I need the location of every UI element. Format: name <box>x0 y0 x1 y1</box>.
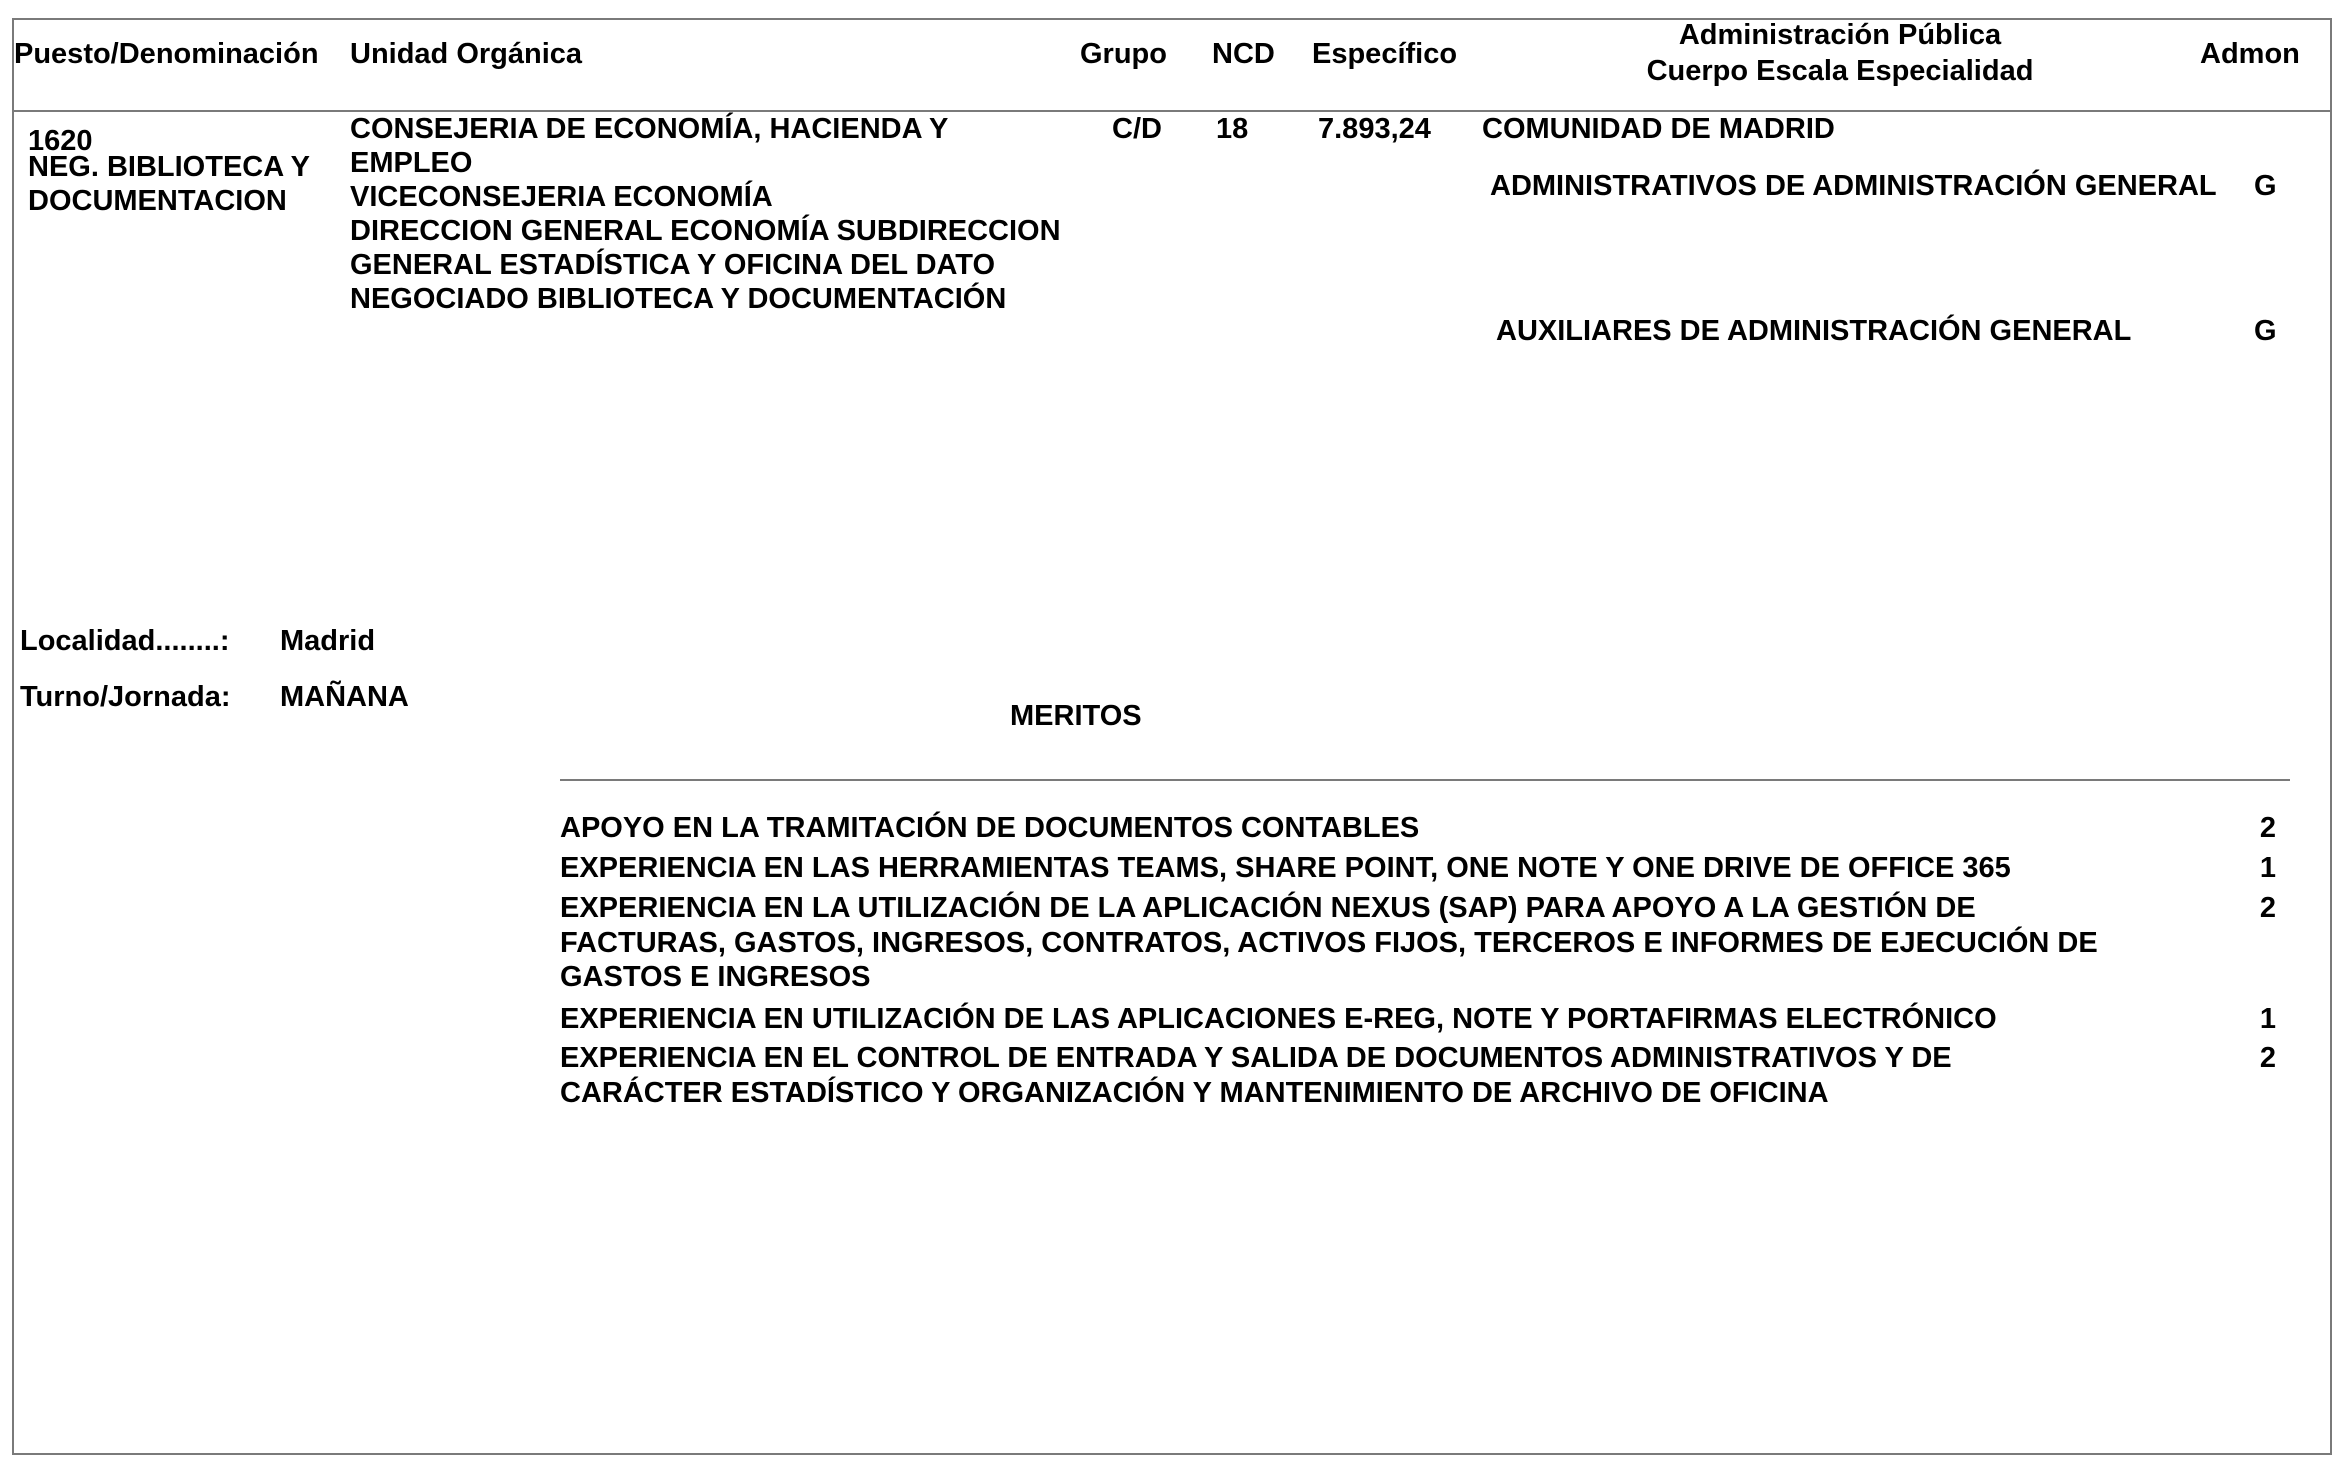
turno-label: Turno/Jornada: <box>20 681 231 713</box>
header-puesto: Puesto/Denominación <box>14 38 319 70</box>
merito-text: APOYO EN LA TRAMITACIÓN DE DOCUMENTOS CONTABLES <box>560 812 1420 844</box>
merito-text: EXPERIENCIA EN UTILIZACIÓN DE LAS APLICACIONES E-REG, NOTE Y PORTAFIRMAS ELECTRÓNICO <box>560 1003 1997 1035</box>
meritos-divider <box>560 779 2290 781</box>
merito-points: 2 <box>2259 892 2277 924</box>
cuerpo-name: AUXILIARES DE ADMINISTRACIÓN GENERAL <box>1496 315 2132 347</box>
record-code: 1620 <box>28 125 93 157</box>
header-administracion-publica: Administración Pública <box>1678 19 2002 51</box>
merito-text: EXPERIENCIA EN LA UTILIZACIÓN DE LA APLICACIÓN NEXUS (SAP) PARA APOYO A LA GESTIÓN DE FACTURAS, GASTOS, INGRESOS, CONTRATOS, ACTIVOS FIJOS, TERCEROS E INFORMES DE EJECUCIÓN DE GASTOS E INGRESOS <box>560 892 2098 993</box>
header-unidad: Unidad Orgánica <box>350 38 583 70</box>
record-administracion: COMUNIDAD DE MADRID <box>1482 113 1835 145</box>
merito-points: 1 <box>2259 1003 2277 1035</box>
header-ncd: NCD <box>1212 38 1275 70</box>
unidad-line: NEGOCIADO BIBLIOTECA Y DOCUMENTACIÓN <box>350 283 1007 315</box>
merito-points: 2 <box>2259 1042 2277 1074</box>
unidad-line: VICECONSEJERIA ECONOMÍA <box>350 181 773 213</box>
meritos-title: MERITOS <box>1010 700 1142 732</box>
unidad-line: EMPLEO <box>350 147 473 179</box>
merito-points: 2 <box>2259 812 2277 844</box>
record-especifico: 7.893,24 <box>1318 113 1431 145</box>
cuerpo-admon: G <box>2254 315 2277 347</box>
unidad-line: GENERAL ESTADÍSTICA Y OFICINA DEL DATO <box>350 249 996 281</box>
record-ncd: 18 <box>1216 113 1249 145</box>
unidad-line: DIRECCION GENERAL ECONOMÍA SUBDIRECCION <box>350 215 1061 247</box>
localidad-label: Localidad........: <box>20 625 230 657</box>
header-cuerpo-escala: Cuerpo Escala Especialidad <box>1646 55 2034 87</box>
header-grupo: Grupo <box>1080 38 1167 70</box>
merito-points: 1 <box>2259 852 2277 884</box>
unidad-line: CONSEJERIA DE ECONOMÍA, HACIENDA Y <box>350 113 949 145</box>
denominacion-line: DOCUMENTACION <box>28 185 287 217</box>
denominacion-line: NEG. BIBLIOTECA Y <box>28 151 310 183</box>
cuerpo-name: ADMINISTRATIVOS DE ADMINISTRACIÓN GENERAL <box>1490 170 2217 202</box>
record-grupo: C/D <box>1112 113 1162 145</box>
record-unidad-organica <box>350 112 1061 316</box>
merito-text: EXPERIENCIA EN LAS HERRAMIENTAS TEAMS, SHARE POINT, ONE NOTE Y ONE DRIVE DE OFFICE 365 <box>560 852 2011 884</box>
record-denominacion <box>28 150 310 218</box>
header-especifico: Específico <box>1312 38 1458 70</box>
merito-text: EXPERIENCIA EN EL CONTROL DE ENTRADA Y SALIDA DE DOCUMENTOS ADMINISTRATIVOS Y DE CARÁCTER ESTADÍSTICO Y ORGANIZACIÓN Y MANTENIMIENTO DE ARCHIVO DE OFICINA <box>560 1042 1952 1109</box>
cuerpo-admon: G <box>2254 170 2277 202</box>
localidad-value: Madrid <box>280 625 376 657</box>
turno-value: MAÑANA <box>280 681 409 713</box>
header-admon: Admon <box>2200 38 2300 70</box>
